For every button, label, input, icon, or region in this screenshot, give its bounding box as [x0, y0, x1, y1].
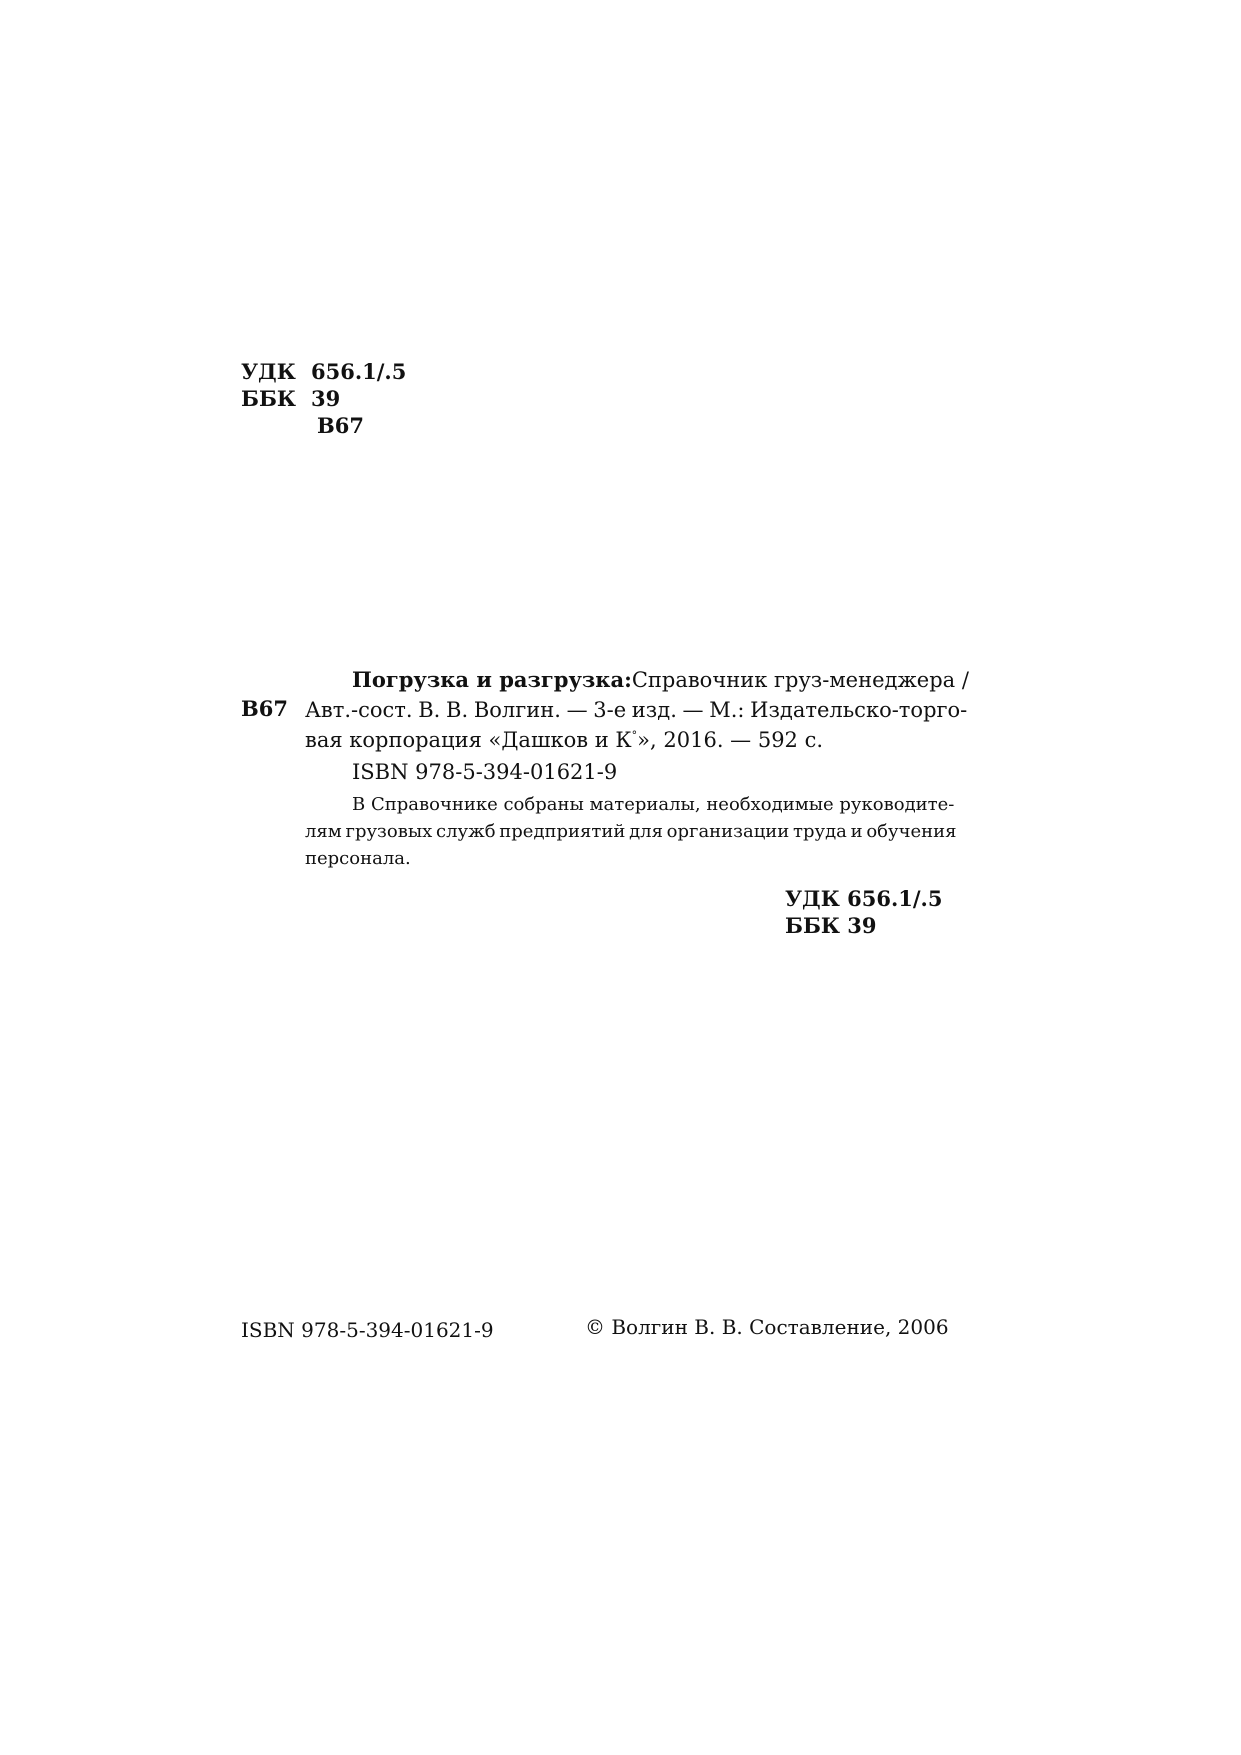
author-sign-top: В67 — [317, 413, 364, 438]
description-line-1 — [352, 665, 969, 695]
annotation-line-1: В Справочнике собраны материалы, необходимые руководите- — [352, 794, 955, 815]
udk-right: УДК 656.1/.5 — [785, 886, 943, 911]
bbk-right: ББК 39 — [785, 913, 877, 938]
annotation-line-3: персонала. — [305, 848, 411, 869]
description-line-3 — [305, 725, 823, 755]
copyright-footer: © Волгин В. В. Составление, 2006 — [585, 1315, 949, 1339]
bbk-label: ББК — [241, 386, 296, 411]
bbk-value: 39 — [311, 386, 341, 411]
udk-label: УДК — [241, 359, 296, 384]
publisher-text: вая корпорация «Дашков и К — [305, 728, 632, 752]
udk-value: 656.1/.5 — [311, 359, 407, 384]
publisher-superscript: ° — [631, 729, 638, 742]
isbn-footer: ISBN 978-5-394-01621-9 — [241, 1318, 494, 1342]
author-sign-side: В67 — [241, 696, 288, 721]
publisher-year-pages: », 2016. — 592 с. — [637, 728, 824, 752]
annotation-line-2: лям грузовых служб предприятий для организации труда и обучения — [305, 821, 957, 842]
book-title: Погрузка и разгрузка: — [352, 667, 632, 692]
description-line-2: Авт.-сост. В. В. Волгин. — 3-е изд. — М.: Издательско-торго- — [305, 698, 968, 722]
isbn-description: ISBN 978-5-394-01621-9 — [352, 760, 618, 784]
book-subtitle: Справочник груз-менеджера / — [631, 668, 969, 692]
